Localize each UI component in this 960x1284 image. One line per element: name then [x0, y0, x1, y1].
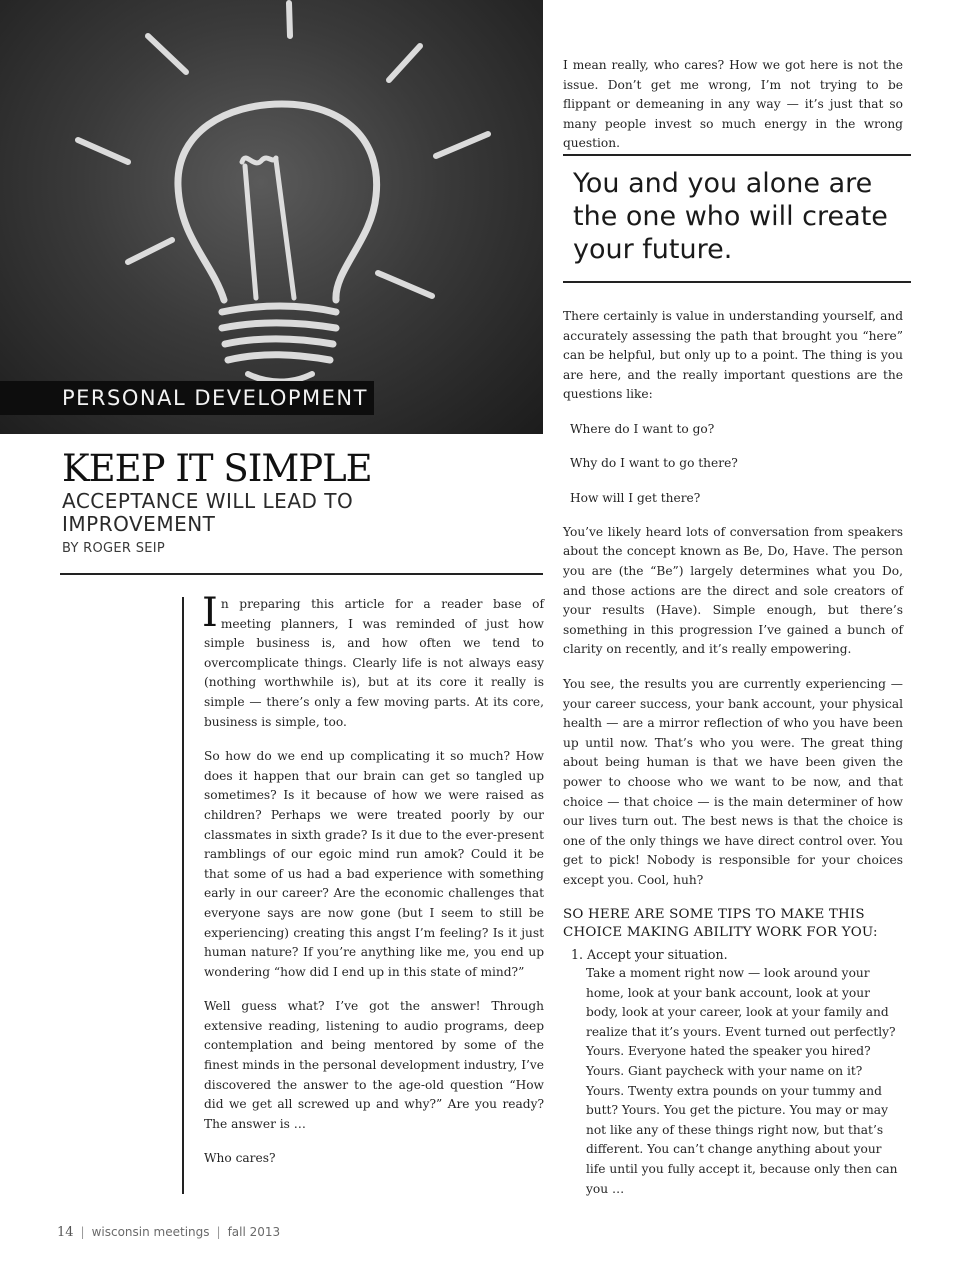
column-rule [182, 597, 184, 1194]
paragraph: Who cares? [204, 1151, 276, 1166]
tips-heading: SO HERE ARE SOME TIPS TO MAKE THIS CHOICE MAKING ABILITY WORK FOR YOU: [563, 906, 878, 940]
byline: BY ROGER SEIP [62, 541, 166, 556]
paragraph: There certainly is value in understanding yourself, and accurately assessing the path that brought you “here” can be helpful, but only up to a point. The thing is you are here, and the really important questions are the questions like: [563, 309, 903, 402]
pullquote-rule [563, 154, 911, 156]
article-title: KEEP IT SIMPLE [62, 447, 372, 490]
pullquote-rule [563, 281, 911, 283]
left-column [202, 590, 544, 1184]
article-subtitle: ACCEPTANCE WILL LEAD TO IMPROVEMENT [62, 489, 354, 536]
drop-cap: I [202, 590, 218, 636]
question-item: How will I get there? [570, 490, 701, 505]
paragraph: So how do we end up complicating it so much? How does it happen that our brain can get so tangled up sometimes? Is it because of how we were raised as children? Perhaps we were treated poorly by our classmates in sixth grade? Is it due to the ever-present ramblings of our egoic mind run amok? Could it be that some of us had a bad experience with something early in our career? Are the economic challenges that everyone says are now gone (but I seem to still be experiencing) creating this angst I’m feeling? Is it just human nature? If you’re anything like me, you end up wondering “how did I end up in this state of mind?” [204, 749, 544, 979]
tip-body: Take a moment right now — look around your home, look at your bank account, look at your body, look at your career, look at your family and realize that it’s yours. Event turned out perfectly? Yours. Everyone hated the speaker you hired? Yours. Giant paycheck with your name on it? Yours. Twenty extra pounds on your tummy and butt? Yours. You get the picture. You may or may not like any of these things right now, but that’s different. You can’t change anything about your life until you fully accept it, because only then can you … [586, 966, 898, 1196]
issue-date: fall 2013 [227, 1225, 281, 1239]
page-number: 14 [57, 1225, 74, 1240]
section-label: PERSONAL DEVELOPMENT [0, 381, 374, 415]
paragraph: I mean really, who cares? How we got here is not the issue. Don’t get me wrong, I’m not trying to be flippant or demeaning in any way — it’s just that so many people invest so much energy in the wrong question. [563, 58, 903, 151]
tip-title: 1. Accept your situation. [571, 946, 728, 962]
paragraph: You’ve likely heard lots of conversation from speakers about the concept known as Be, Do, Have. The person you are (the “Be”) largely determines what you Do, and those actions are the direct and sole creators of your results (Have). Simple enough, but there’s something in this progression I’ve gained a bunch of clarity on recently, and it’s really empowering. [563, 524, 903, 657]
hero-image [0, 0, 543, 434]
paragraph: You see, the results you are currently experiencing — your career success, your bank account, your physical health — are a mirror reflection of who you have been up until now. That’s who you were. The great thing about being human is that we have been given the power to choose who we want to be now, and that choice — that choice — is the main determiner of how our lives turn out. The best news is that the choice is one of the only things we have direct control over. You get to pick! Nobody is responsible for your choices except you. Cool, huh? [563, 676, 903, 887]
right-column-top [563, 56, 903, 169]
pull-quote: You and you alone are the one who will create your future. [573, 168, 888, 265]
paragraph: Well guess what? I’ve got the answer! Through extensive reading, listening to audio programs, deep contemplation and being mentored by some of the finest minds in the personal development industry, I’ve discovered the answer to the age-old question “How did we get all screwed up and why?” Are you ready? The answer is … [204, 999, 544, 1131]
publication-name: wisconsin meetings [91, 1225, 210, 1239]
right-column [563, 307, 903, 1199]
lightbulb-icon [0, 0, 543, 434]
divider [60, 573, 543, 575]
question-item: Where do I want to go? [570, 421, 715, 436]
page-footer: 14 | wisconsin meetings | fall 2013 [57, 1225, 281, 1240]
paragraph-text: n preparing this article for a reader base of meeting planners, I was reminded of just how simple business is, and how often we tend to overcomplicate things. Clearly life is not always easy (nothing worthwhile is), but at its core it really is simple — there’s only a few moving parts. At its core, business is simple, too. [204, 597, 544, 729]
paragraph-intro [202, 590, 544, 732]
question-item: Why do I want to go there? [570, 456, 738, 471]
